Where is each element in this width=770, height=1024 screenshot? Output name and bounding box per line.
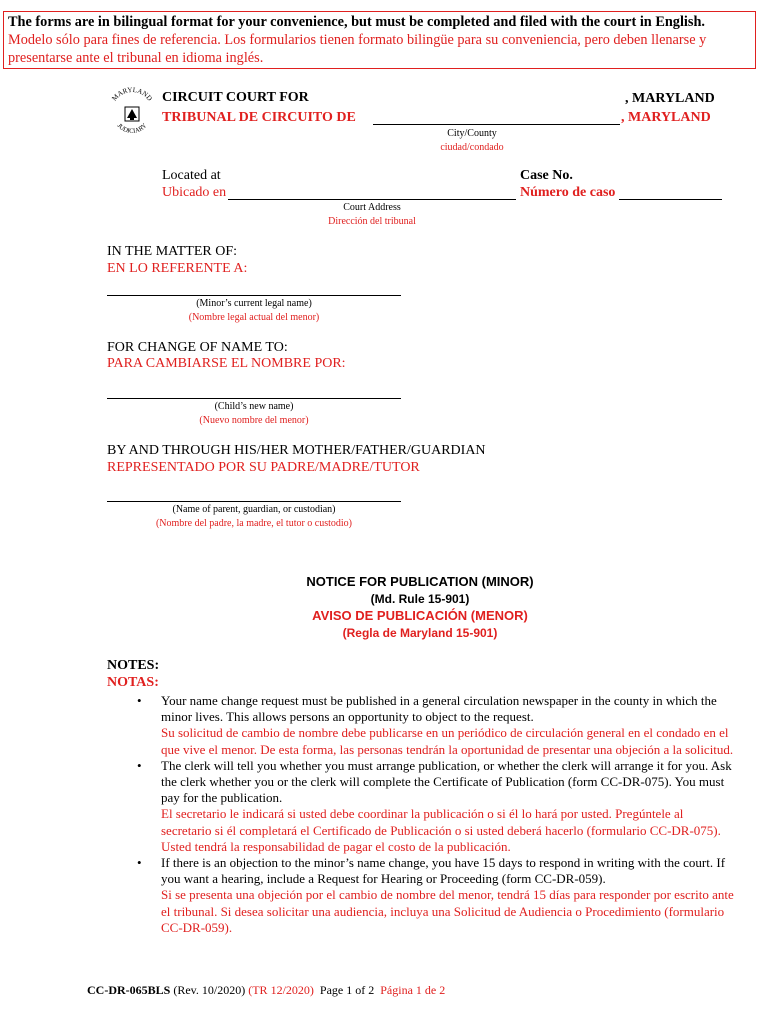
case-number-label-es: Número de caso — [520, 185, 616, 200]
guardian-name-caption-es: (Nombre del padre, la madre, el tutor o custodio) — [155, 518, 353, 529]
matter-heading-es: EN LO REFERENTE A: — [107, 261, 248, 276]
county-label-es: ciudad/condado — [440, 142, 504, 153]
county-field-line[interactable] — [373, 124, 620, 125]
form-id: CC-DR-065BLS — [87, 983, 171, 997]
through-heading-es: REPRESENTADO POR SU PADRE/MADRE/TUTOR — [107, 460, 420, 475]
note-3-en: If there is an objection to the minor’s name change, you have 15 days to respond in writing with the court. If you want a hearing, include a Request for Hearing or Proceeding (form CC-DR-059). — [161, 855, 726, 887]
notice-rule-en: (Md. Rule 15-901) — [370, 592, 470, 606]
child-new-name-caption-es: (Nuevo nombre del menor) — [199, 415, 309, 426]
note-1-en: Your name change request must be published in a general circulation newspaper in the county in which the minor lives. This allows persons an opportunity to object to the request. — [161, 693, 717, 725]
note-1-es: Su solicitud de cambio de nombre debe publicarse en un periódico de circulación general en el condado en el que vive el menor. De esta forma, las personas tendrán la oportunidad de presentar una objeción a la solicitud. — [161, 725, 734, 757]
note-2-en: The clerk will tell you whether you must arrange publication, or whether the clerk will arrange it for you. Ask the clerk whether you or the clerk will complete the Certificate of Publication (form CC-DR-075). You must pay for the publication. — [161, 757, 732, 806]
maryland-judiciary-seal-icon — [106, 86, 158, 144]
svg-text:JUDICIARY — [116, 122, 149, 135]
minor-current-name-field-line[interactable] — [107, 295, 401, 296]
minor-current-name-caption-en: (Minor’s current legal name) — [196, 298, 312, 309]
state-en: , MARYLAND — [625, 91, 715, 106]
notice-rule-es: (Regla de Maryland 15-901) — [342, 626, 498, 640]
notice-title-en: NOTICE FOR PUBLICATION (MINOR) — [306, 574, 534, 589]
notes-list — [137, 693, 737, 936]
child-new-name-caption-en: (Child’s new name) — [214, 401, 294, 412]
change-heading-es: PARA CAMBIARSE EL NOMBRE POR: — [107, 356, 346, 371]
bullet-icon: • — [137, 693, 142, 708]
banner-spanish: Modelo sólo para fines de referencia. Los formularios tienen formato bilingüe para su conveniencia, pero deben llenarse y presentarse ante el tribunal en idioma inglés. — [8, 32, 707, 66]
court-address-label-en: Court Address — [343, 202, 401, 213]
court-title-en: CIRCUIT COURT FOR — [162, 90, 309, 105]
state-es: , MARYLAND — [621, 110, 711, 125]
seal-bottom-text: JUDICIARY — [115, 122, 149, 135]
matter-heading-en: IN THE MATTER OF: — [107, 244, 238, 259]
revision: (Rev. 10/2020) — [173, 983, 246, 997]
court-address-label-es: Dirección del tribunal — [328, 216, 416, 227]
court-address-field-line[interactable] — [228, 199, 516, 200]
minor-current-name-caption-es: (Nombre legal actual del menor) — [188, 312, 320, 323]
guardian-name-caption-en: (Name of parent, guardian, or custodian) — [172, 504, 336, 515]
list-item — [137, 855, 737, 936]
change-heading-en: FOR CHANGE OF NAME TO: — [107, 340, 288, 355]
seal-top-text: MARYLAND — [110, 86, 154, 103]
page-number-es: Página 1 de 2 — [380, 983, 446, 997]
located-label-es: Ubicado en — [162, 185, 227, 200]
case-number-field-line[interactable] — [619, 199, 722, 200]
guardian-name-field-line[interactable] — [107, 501, 401, 502]
page-number-en: Page 1 of 2 — [319, 983, 375, 997]
note-2-es: El secretario le indicará si usted debe coordinar la publicación o si él lo hará por usted. Pregúntele al secretario si él completará el Certificado de Publicación o si usted deberá hacerlo (formulario CC-DR-075). Usted tendrá la responsabilidad de pagar el costo de la publicación. — [161, 806, 721, 854]
note-3-es: Si se presenta una objeción por el cambio de nombre del menor, tendrá 15 días para responder por escrito ante el tribunal. Si desea solicitar una audiencia, incluya una Solicitud de Audiencia o Procedimiento (formulario CC-DR-059). — [161, 887, 734, 935]
notes-heading-en: NOTES: — [107, 658, 160, 673]
court-title-es: TRIBUNAL DE CIRCUITO DE — [162, 110, 356, 125]
notes-heading-es: NOTAS: — [107, 675, 159, 690]
county-label-en: City/County — [447, 128, 497, 139]
translation-revision: (TR 12/2020) — [248, 983, 314, 997]
bullet-icon: • — [137, 757, 142, 773]
located-label-en: Located at — [162, 168, 221, 183]
bilingual-notice-banner — [3, 11, 756, 69]
list-item — [137, 758, 737, 855]
through-heading-en: BY AND THROUGH HIS/HER MOTHER/FATHER/GUARDIAN — [107, 443, 486, 458]
child-new-name-field-line[interactable] — [107, 398, 401, 399]
notice-title-es: AVISO DE PUBLICACIÓN (MENOR) — [312, 608, 528, 623]
banner-english: The forms are in bilingual format for your convenience, but must be completed and filed with the court in English. — [8, 14, 705, 30]
case-number-label-en: Case No. — [520, 168, 573, 183]
page-footer — [87, 983, 445, 998]
svg-text:MARYLAND — [110, 86, 153, 103]
list-item — [137, 693, 737, 758]
bullet-icon: • — [137, 855, 142, 871]
